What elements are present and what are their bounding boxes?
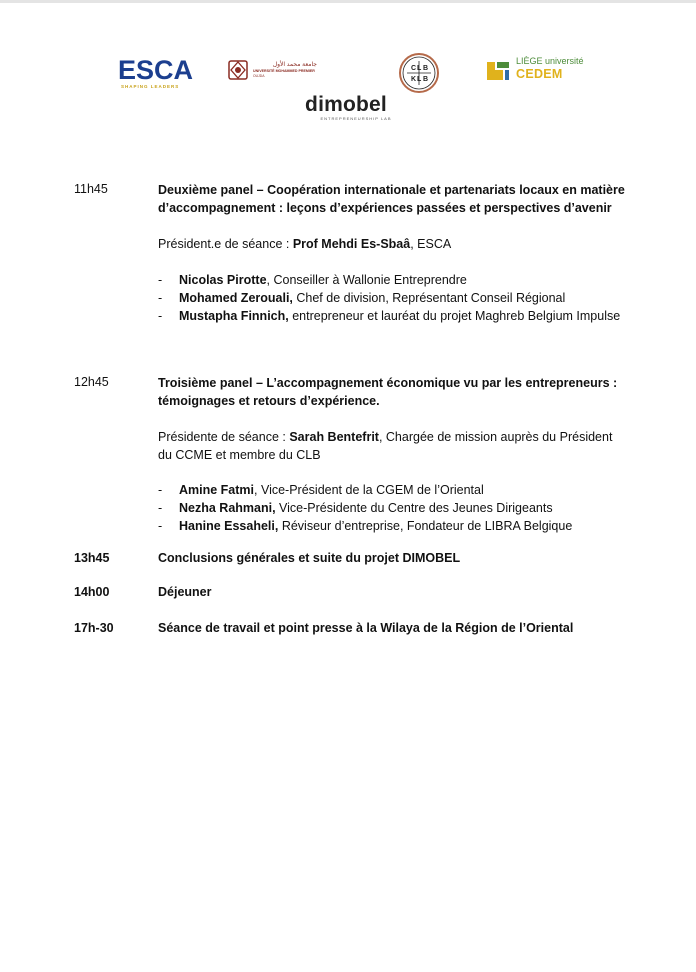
panelist-name: Nicolas Pirotte [179, 273, 267, 287]
panelist-name: Nezha Rahmani, [179, 501, 276, 515]
chair-label: Président.e de séance : [158, 237, 293, 251]
clb-letter: L [417, 65, 422, 72]
panelist-role: Vice-Présidente du Centre des Jeunes Dirigeants [275, 501, 553, 515]
clb-letter: B [423, 65, 429, 72]
item-time: 17h-30 [74, 621, 114, 635]
list-item [158, 499, 628, 517]
session-time: 12h45 [74, 375, 109, 389]
list-item [158, 307, 628, 325]
item-time: 13h45 [74, 551, 110, 565]
panelist-list [158, 481, 628, 535]
panelist-name: Mohamed Zerouali, [179, 291, 293, 305]
university-emblem-icon [226, 58, 250, 82]
liege-cedem-logo [485, 55, 595, 87]
panelist-role: entrepreneur et lauréat du projet Maghreb Belgium Impulse [288, 309, 621, 323]
session-time: 11h45 [74, 182, 108, 196]
panelist-role: , Conseiller à Wallonie Entreprendre [266, 273, 467, 287]
item-time: 14h00 [74, 585, 110, 599]
chair-affiliation: , ESCA [410, 237, 452, 251]
top-divider [0, 0, 696, 3]
session-chair [158, 235, 628, 253]
panelist-role: Réviseur d’entreprise, Fondateur de LIBRA Belgique [278, 519, 573, 533]
university-name-french: UNIVERSITÉ MOHAMMED PREMIER [253, 69, 315, 73]
panelist-role: , Vice-Président de la CGEM de l’Oriental [254, 483, 484, 497]
list-item [158, 517, 628, 535]
list-item [158, 271, 628, 289]
clb-letter: K [411, 76, 417, 83]
esca-logo [118, 55, 194, 92]
chair-affiliation: , Chargée de mission auprès du Président du CCME et membre du CLB [158, 430, 613, 462]
clb-emblem-icon [398, 52, 440, 94]
esca-tagline: SHAPING LEADERS [121, 84, 180, 89]
list-dash: - [158, 291, 163, 305]
list-dash: - [158, 273, 163, 287]
session-block [158, 374, 628, 535]
clb-letter: B [423, 76, 429, 83]
clb-logo [398, 52, 440, 94]
list-item [158, 289, 628, 307]
dimobel-tagline: ENTREPRENEURSHIP LAB [320, 116, 392, 121]
list-dash: - [158, 519, 163, 533]
liege-university-label: LIÈGE université [516, 56, 584, 66]
panelist-list [158, 271, 628, 325]
university-name-arabic: جامعة محمد الأول [272, 62, 317, 68]
panelist-role: Chef de division, Représentant Conseil Régional [292, 291, 566, 305]
cedem-label: CEDEM [516, 67, 563, 81]
clb-letter: L [417, 76, 422, 83]
chair-name: Prof Mehdi Es-Sbaâ [292, 237, 411, 251]
panelist-name: Hanine Essaheli, [179, 519, 279, 533]
list-dash: - [158, 483, 163, 497]
list-dash: - [158, 309, 163, 323]
university-city: OUJDA [253, 74, 265, 78]
clb-letter: C [411, 65, 417, 72]
liege-mark-icon [485, 59, 511, 83]
university-logo [226, 56, 318, 86]
session-title: Deuxième panel – Coopération internationale et partenariats locaux en matière d’accompagnement : leçons d’expériences passées et perspectives d’avenir [158, 183, 625, 215]
session-title: Troisième panel – L’accompagnement économique vu par les entrepreneurs : témoignages et retours d’expérience. [158, 376, 618, 408]
item-text: Conclusions générales et suite du projet DIMOBEL [158, 551, 461, 565]
item-text: Déjeuner [158, 585, 212, 599]
esca-wordmark: ESCA [118, 55, 194, 85]
panelist-name: Mustapha Finnich, [179, 309, 289, 323]
session-block [158, 181, 628, 325]
item-text: Séance de travail et point presse à la Wilaya de la Région de l’Oriental [158, 621, 574, 635]
dimobel-logo [300, 94, 392, 122]
chair-label: Présidente de séance : [158, 430, 290, 444]
dimobel-wordmark: dimobel [305, 93, 387, 116]
session-chair [158, 428, 628, 464]
list-dash: - [158, 501, 163, 515]
list-item [158, 481, 628, 499]
panelist-name: Amine Fatmi [179, 483, 255, 497]
chair-name: Sarah Bentefrit [289, 430, 379, 444]
